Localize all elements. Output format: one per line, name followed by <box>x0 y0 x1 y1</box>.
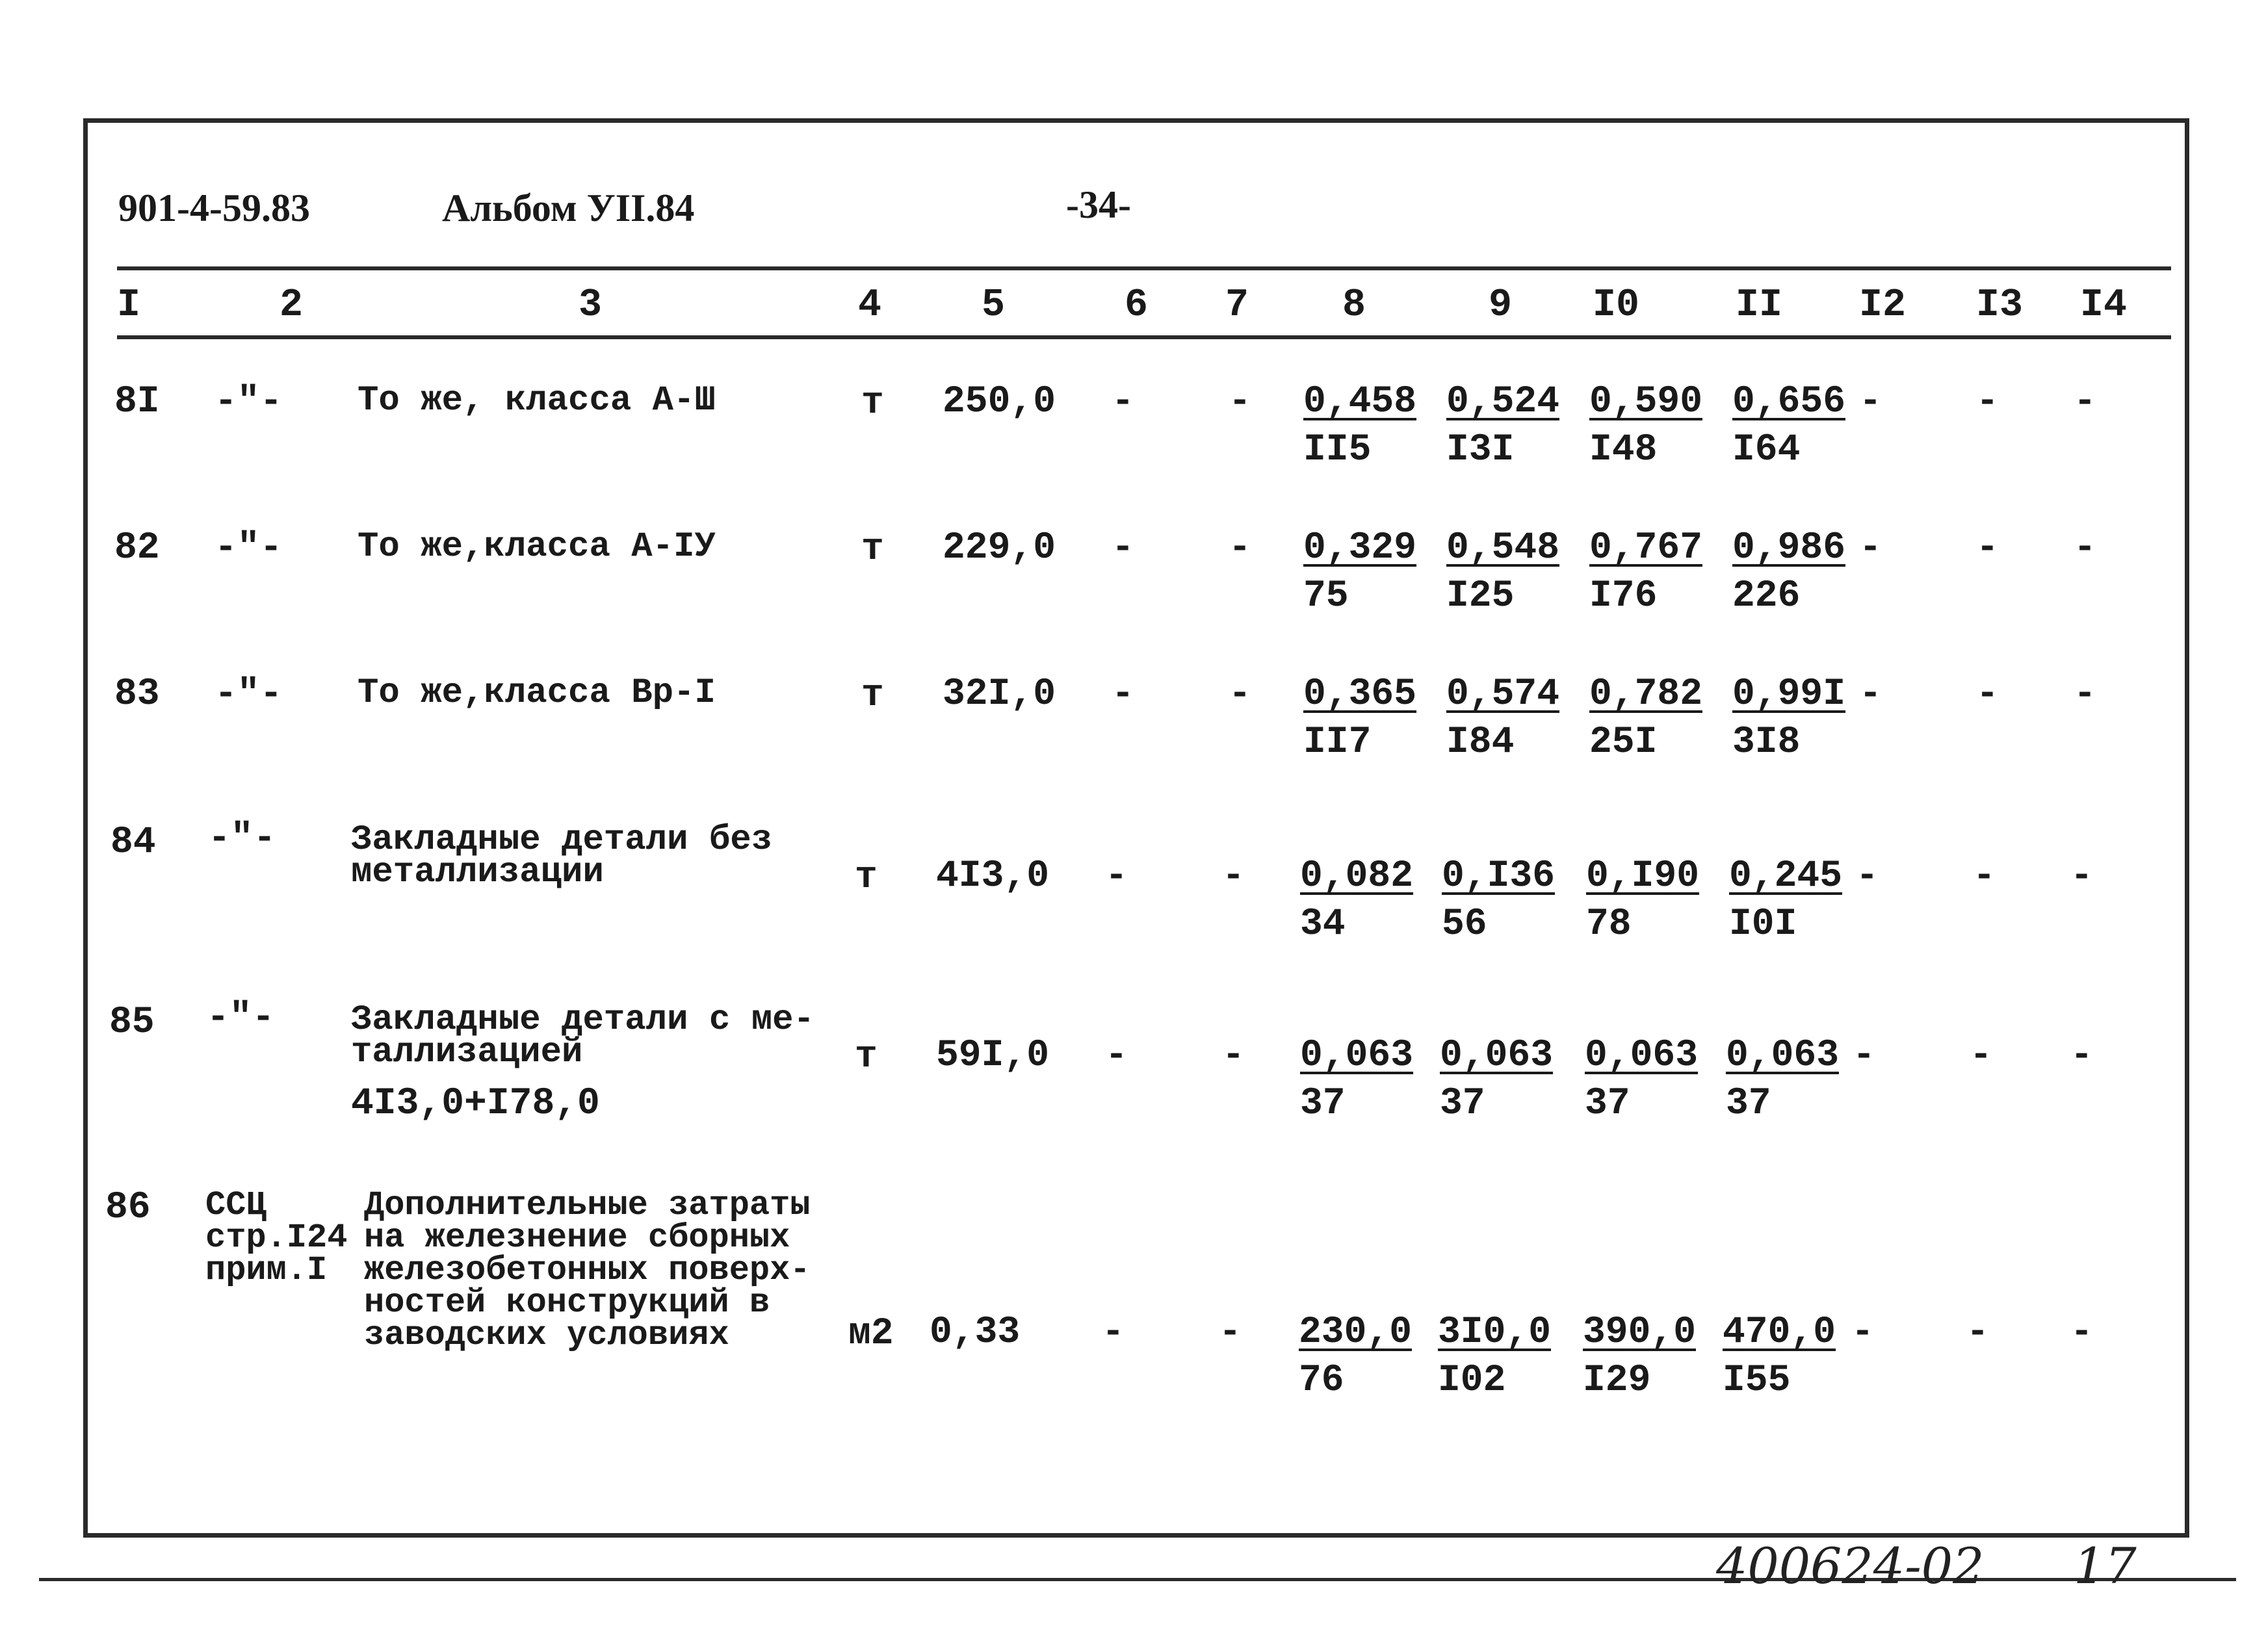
row-col10-value: 0,782 <box>1589 673 1703 716</box>
row-col8-sub: II5 <box>1303 429 1372 471</box>
row-col6: - <box>1105 1035 1128 1077</box>
col-header: 7 <box>1225 283 1249 328</box>
row-col6: - <box>1102 1311 1125 1354</box>
col-header: I4 <box>2080 283 2128 328</box>
row-unit: т <box>861 528 884 571</box>
row-col10-value: 0,767 <box>1589 527 1703 569</box>
col-header: 5 <box>982 283 1006 328</box>
row-col11-sub: 37 <box>1726 1083 1771 1125</box>
row-col8-sub: II7 <box>1303 721 1372 764</box>
row-col8-value: 0,063 <box>1300 1035 1414 1077</box>
row-quantity: 32I,0 <box>943 673 1056 716</box>
col-header: 3 <box>579 283 603 328</box>
row-col10-value: 0,063 <box>1585 1035 1699 1077</box>
row-col8-value: 0,082 <box>1300 855 1414 897</box>
footer-sheet-number: 17 <box>2074 1537 2137 1595</box>
col-header: 6 <box>1125 283 1149 328</box>
row-col11-sub: I55 <box>1723 1360 1791 1402</box>
row-col10-value: 0,590 <box>1589 381 1703 423</box>
row-unit: т <box>855 1036 878 1078</box>
row-col10-value: 0,I90 <box>1586 855 1700 897</box>
row-col6: - <box>1112 673 1134 716</box>
row-col9-value: 0,I36 <box>1442 855 1556 897</box>
row-description: То же,класса Вр-I <box>358 673 716 713</box>
row-ref-line2: стр.I24 <box>205 1219 348 1257</box>
col-header: I2 <box>1859 283 1907 328</box>
row-col12: - <box>1856 855 1879 897</box>
row-col9-sub: 56 <box>1442 903 1487 946</box>
row-number: 84 <box>111 821 156 864</box>
row-col8-value: 0,458 <box>1303 381 1417 423</box>
row-col11-value: 0,656 <box>1732 381 1846 423</box>
row-number: 83 <box>114 673 160 716</box>
row-col7: - <box>1229 381 1251 423</box>
row-quantity: 4I3,0 <box>936 855 1050 897</box>
row-ref-line1: ССЦ <box>205 1186 267 1224</box>
row-col8-sub: 37 <box>1300 1083 1346 1125</box>
row-col6: - <box>1112 527 1134 569</box>
row-description-line1: Закладные детали с ме- <box>351 1000 814 1040</box>
row-description-line4: ностей конструкций в <box>364 1284 770 1322</box>
row-col8-value: 230,0 <box>1299 1311 1413 1354</box>
row-unit: т <box>861 382 884 424</box>
row-col7: - <box>1222 1035 1245 1077</box>
row-col8-value: 0,329 <box>1303 527 1417 569</box>
row-ref: -"- <box>215 381 283 423</box>
row-col9-value: 0,063 <box>1440 1035 1554 1077</box>
row-col12: - <box>1859 527 1882 569</box>
header-rule-top <box>117 266 2171 270</box>
row-col7: - <box>1219 1311 1242 1354</box>
row-col12: - <box>1853 1035 1875 1077</box>
row-ref: -"- <box>207 997 275 1039</box>
row-number: 82 <box>114 527 160 569</box>
row-col14: - <box>2070 1035 2093 1077</box>
col-header: II <box>1736 283 1783 328</box>
row-col9-sub: I84 <box>1446 721 1515 764</box>
row-col7: - <box>1229 527 1251 569</box>
row-col8-sub: 75 <box>1303 575 1349 617</box>
row-col14: - <box>2070 855 2093 897</box>
row-description-line3: железобетонных поверх- <box>364 1251 811 1289</box>
row-quantity: 229,0 <box>943 527 1056 569</box>
row-col12: - <box>1859 673 1882 716</box>
row-col8-sub: 34 <box>1300 903 1346 946</box>
row-ref: -"- <box>208 818 276 860</box>
row-description-line2: таллизацией <box>351 1033 583 1072</box>
row-description: То же,класса А-IУ <box>358 527 716 567</box>
header-rule-bottom <box>117 335 2171 339</box>
row-quantity: 59I,0 <box>936 1035 1050 1077</box>
row-col11-value: 0,245 <box>1729 855 1843 897</box>
col-header: 2 <box>280 283 304 328</box>
row-col13: - <box>1966 1311 1989 1354</box>
row-col10-sub: I29 <box>1583 1360 1651 1402</box>
col-header: 9 <box>1489 283 1513 328</box>
row-col8-sub: 76 <box>1299 1360 1344 1402</box>
row-col14: - <box>2074 381 2096 423</box>
row-col11-value: 0,063 <box>1726 1035 1840 1077</box>
row-number: 8I <box>114 381 160 423</box>
row-col8-value: 0,365 <box>1303 673 1417 716</box>
row-col13: - <box>1970 1035 1992 1077</box>
row-col10-value: 390,0 <box>1583 1311 1697 1354</box>
row-col9-value: 0,548 <box>1446 527 1560 569</box>
row-col9-value: 0,574 <box>1446 673 1560 716</box>
row-description-line2: металлизации <box>351 853 604 892</box>
col-header: I <box>117 283 141 328</box>
row-col10-sub: I76 <box>1589 575 1658 617</box>
row-number: 86 <box>105 1187 151 1229</box>
row-col9-value: 0,524 <box>1446 381 1560 423</box>
col-header: 8 <box>1342 283 1366 328</box>
col-header: I3 <box>1976 283 2024 328</box>
footer-stamp: 400624-02 <box>1716 1537 1985 1595</box>
row-col7: - <box>1222 855 1245 897</box>
album-label: Альбом УII.84 <box>442 187 695 229</box>
row-quantity: 0,33 <box>930 1311 1021 1354</box>
row-col10-sub: 37 <box>1585 1083 1630 1125</box>
row-col6: - <box>1112 381 1134 423</box>
row-col7: - <box>1229 673 1251 716</box>
row-col6: - <box>1105 855 1128 897</box>
row-ref-line3: прим.I <box>205 1251 328 1289</box>
row-col9-sub: I25 <box>1446 575 1515 617</box>
row-col9-sub: 37 <box>1440 1083 1485 1125</box>
row-description-line1: Дополнительные затраты <box>364 1186 811 1224</box>
page-number: -34- <box>1066 183 1131 226</box>
row-ref: -"- <box>215 527 283 569</box>
row-unit: м2 <box>848 1313 894 1355</box>
row-unit: т <box>861 675 884 717</box>
col-header: I0 <box>1593 283 1640 328</box>
row-col13: - <box>1976 381 1999 423</box>
row-unit: т <box>855 857 878 899</box>
row-col11-value: 470,0 <box>1723 1311 1836 1354</box>
row-quantity: 250,0 <box>943 381 1056 423</box>
row-ref: -"- <box>215 673 283 716</box>
row-description-line5: заводских условиях <box>364 1316 729 1354</box>
row-col14: - <box>2074 527 2096 569</box>
row-formula: 4I3,0+I78,0 <box>351 1083 600 1125</box>
row-col11-sub: 3I8 <box>1732 721 1801 764</box>
row-col11-sub: 226 <box>1732 575 1801 617</box>
col-header: 4 <box>858 283 882 328</box>
row-description-line2: на железнение сборных <box>364 1219 790 1257</box>
row-col10-sub: 25I <box>1589 721 1658 764</box>
row-col10-sub: 78 <box>1586 903 1632 946</box>
row-col14: - <box>2070 1311 2093 1354</box>
row-col11-value: 0,99I <box>1732 673 1846 716</box>
row-col11-sub: I64 <box>1732 429 1801 471</box>
document-code: 901-4-59.83 <box>118 187 310 229</box>
row-col11-sub: I0I <box>1729 903 1797 946</box>
row-col9-value: 3I0,0 <box>1438 1311 1552 1354</box>
row-col9-sub: I3I <box>1446 429 1515 471</box>
row-col12: - <box>1859 381 1882 423</box>
row-number: 85 <box>109 1001 155 1044</box>
row-col13: - <box>1976 527 1999 569</box>
row-col9-sub: I02 <box>1438 1360 1506 1402</box>
row-description-line1: Закладные детали без <box>351 820 773 860</box>
row-col13: - <box>1973 855 1996 897</box>
row-col13: - <box>1976 673 1999 716</box>
row-col11-value: 0,986 <box>1732 527 1846 569</box>
row-col14: - <box>2074 673 2096 716</box>
row-col12: - <box>1851 1311 1874 1354</box>
row-col10-sub: I48 <box>1589 429 1658 471</box>
row-description: То же, класса А-Ш <box>358 381 716 420</box>
